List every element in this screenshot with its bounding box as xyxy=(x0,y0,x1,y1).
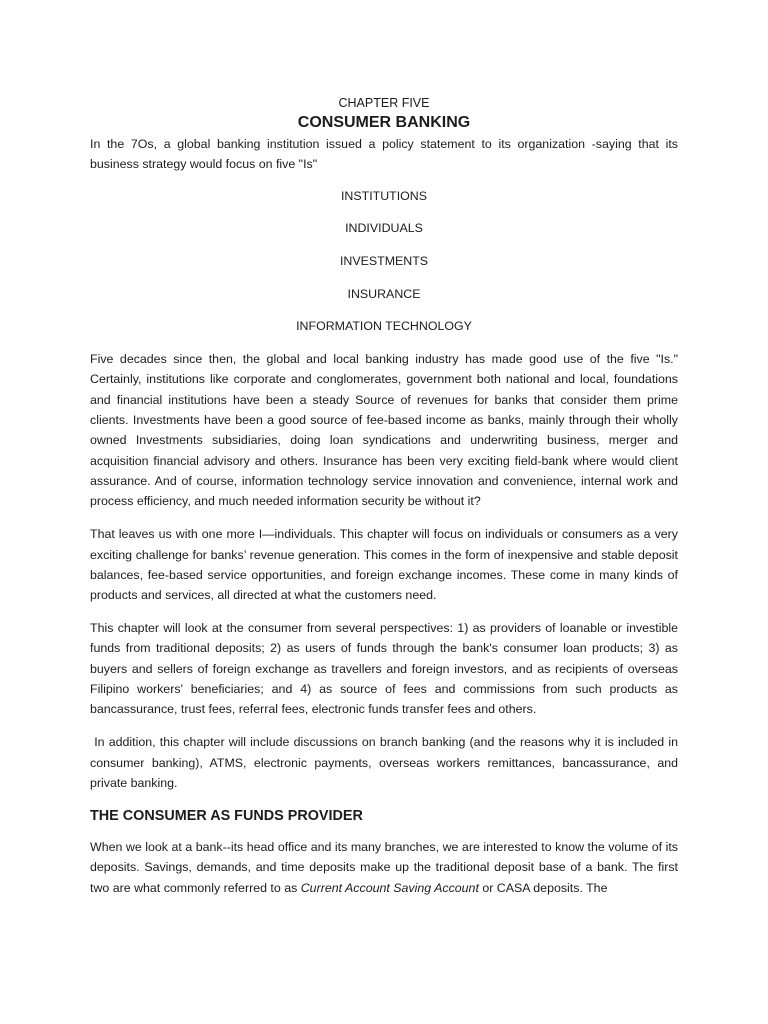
intro-paragraph: In the 7Os, a global banking institution issued a policy statement to its organization -saying that its business strategy would focus on five "Is" xyxy=(90,137,678,172)
list-item: INDIVIDUALS xyxy=(345,221,423,236)
list-item: INVESTMENTS xyxy=(339,253,429,268)
list-item: INSTITUTIONS xyxy=(340,188,428,203)
body-paragraph: That leaves us with one more I—individuals. This chapter will focus on individuals or consumers as a very exciting challenge for banks’ revenue generation. This comes in the form of inexpensive and stable deposit balances, fee-based service opportunities, and foreign exchange incomes. These come in many kinds of products and services, all directed at what the customers need. xyxy=(90,527,678,603)
section-paragraph xyxy=(90,837,678,898)
emphasis-term: Current Account Saving Account xyxy=(300,880,479,895)
body-paragraph: This chapter will look at the consumer from several perspectives: 1) as providers of loanable or investible funds from traditional deposits; 2) as users of funds through the bank's consumer loan products; 3) as buyers and sellers of foreign exchange as travellers and foreign investors, and as recipients of overseas Filipino workers' beneficiaries; and 4) as source of fees and commissions from such products as bancassurance, trust fees, referral fees, electronic funds transfer fees and others. xyxy=(90,621,678,717)
section-text-start: When we look at a bank--its head office and its many branches, we are interested to know the volume of its deposits. Savings, demands, and time deposits make up the traditional deposit base of a bank. The first two are what commonly referred to as xyxy=(90,840,678,895)
chapter-label: CHAPTER FIVE xyxy=(338,96,430,110)
five-is-list xyxy=(90,186,678,337)
section-heading: THE CONSUMER AS FUNDS PROVIDER xyxy=(90,808,363,825)
list-item: INFORMATION TECHNOLOGY xyxy=(296,319,472,334)
section-text-end: or CASA deposits. The xyxy=(478,880,608,895)
body-paragraph: Five decades since then, the global and local banking industry has made good use of the five "Is." Certainly, institutions like corporate and conglomerates, government both national and local, foundations and financial institutions have been a steady Source of revenues for banks that consider them prime clients. Investments have been a good source of fee-based income as banks, mainly through their wholly owned Investments subsidiaries, doing loan syndications and underwriting business, merger and acquisition financial advisory and others. Insurance has been very exciting field-bank where would client assurance. And of course, information technology service innovation and convenience, internal work and process efficiency, and much needed information security be without it? xyxy=(90,352,678,509)
chapter-title: CONSUMER BANKING xyxy=(297,114,471,131)
list-item: INSURANCE xyxy=(347,286,421,301)
document-page xyxy=(90,94,682,898)
body-paragraph: In addition, this chapter will include discussions on branch banking (and the reasons why it is included in consumer banking), ATMS, electronic payments, overseas workers remittances, bancassurance, and private banking. xyxy=(90,735,682,791)
